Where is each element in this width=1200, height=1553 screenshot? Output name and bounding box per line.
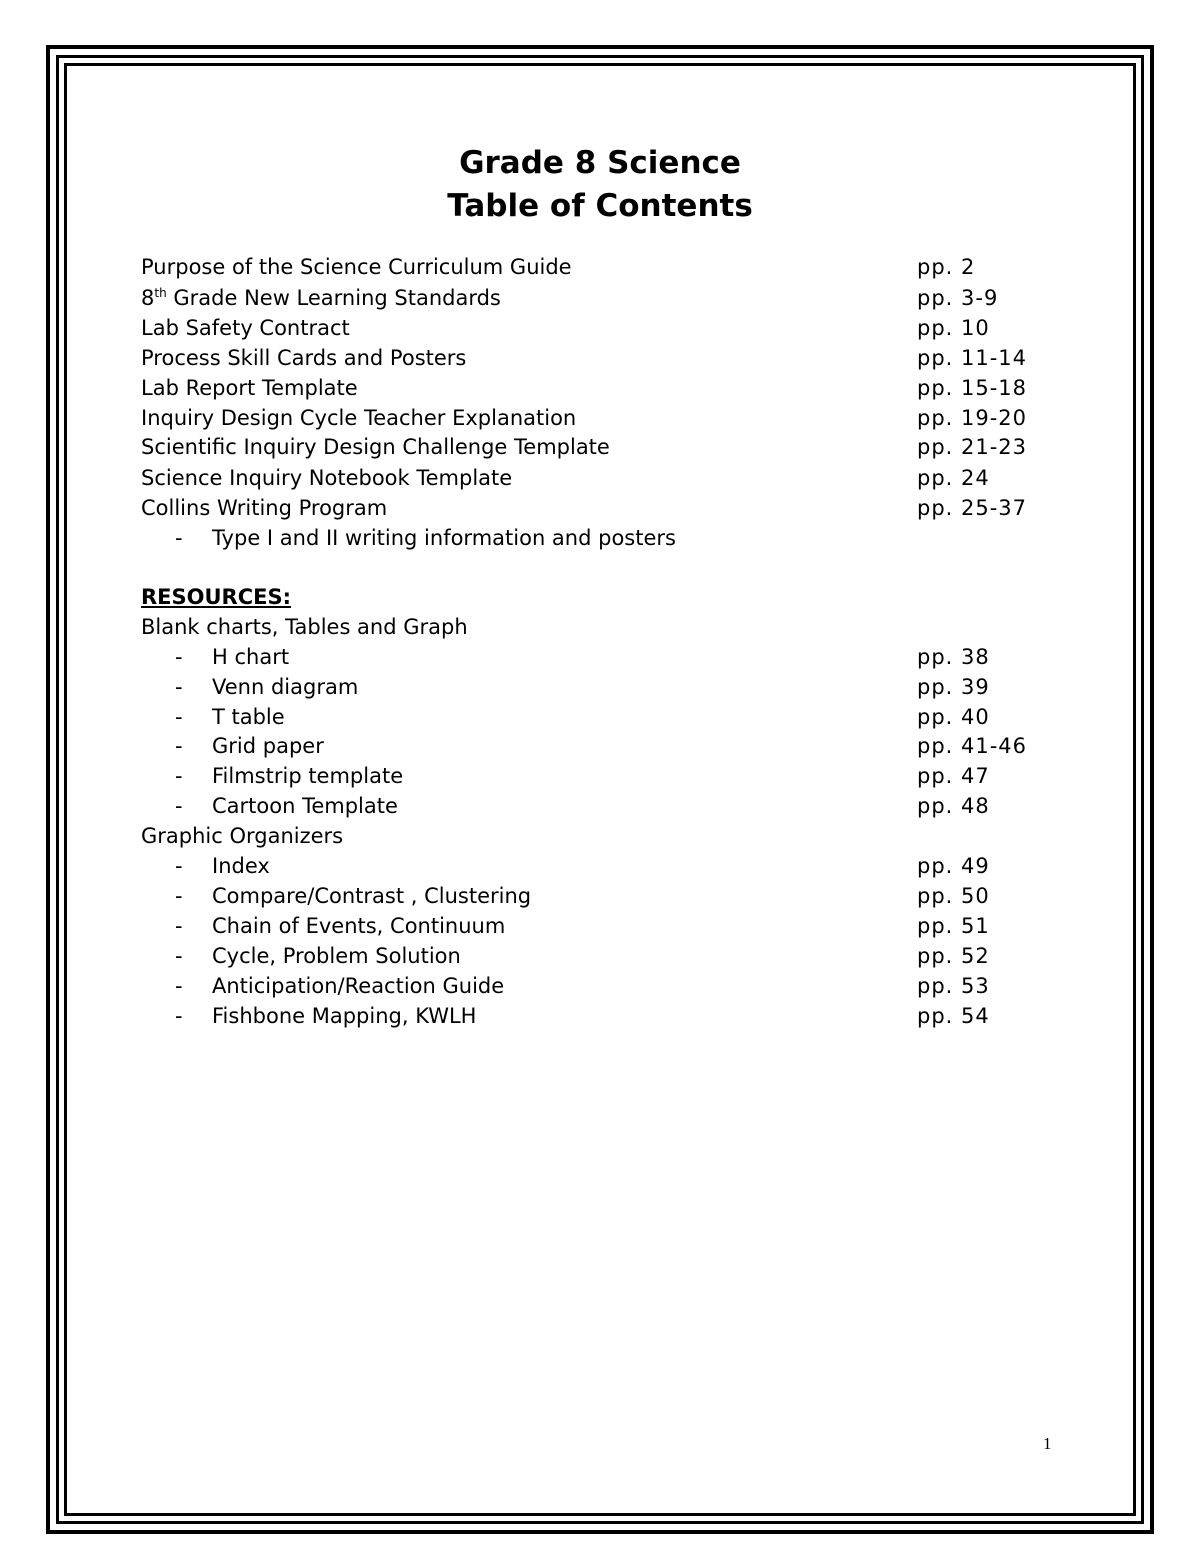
toc-entry bbox=[0, 343, 1200, 373]
document-subtitle: Table of Contents bbox=[447, 188, 753, 224]
bullet-dash: - bbox=[175, 914, 183, 938]
toc-entry-label: H chart bbox=[212, 645, 290, 669]
bullet-dash: - bbox=[175, 854, 183, 878]
toc-entry-pages: pp. 39 bbox=[917, 675, 990, 699]
toc-subentry bbox=[0, 791, 1200, 821]
toc-entry-label: Process Skill Cards and Posters bbox=[141, 346, 467, 370]
toc-entry-label: Type I and II writing information and posters bbox=[212, 526, 676, 550]
toc-subentry bbox=[0, 702, 1200, 732]
toc-entry-label: Fishbone Mapping, KWLH bbox=[212, 1004, 477, 1028]
toc-entry-label: Grid paper bbox=[212, 734, 324, 758]
toc-entry-label: Purpose of the Science Curriculum Guide bbox=[141, 255, 572, 279]
bullet-dash: - bbox=[175, 974, 183, 998]
toc-entry-label: Scientific Inquiry Design Challenge Template bbox=[141, 435, 610, 459]
toc-entry-pages: pp. 21-23 bbox=[917, 435, 1028, 459]
toc-entry-label: Lab Report Template bbox=[141, 376, 358, 400]
toc-entry bbox=[0, 432, 1200, 462]
toc-group-label: Graphic Organizers bbox=[141, 824, 344, 848]
bullet-dash: - bbox=[175, 675, 183, 699]
toc-entry-label: Lab Safety Contract bbox=[141, 316, 350, 340]
document-title: Grade 8 Science bbox=[459, 145, 741, 181]
toc-subentry bbox=[0, 523, 1200, 553]
toc-entry-label: Compare/Contrast , Clustering bbox=[212, 884, 532, 908]
page-number: 1 bbox=[1043, 1434, 1052, 1453]
toc-entry-label: Filmstrip template bbox=[212, 764, 404, 788]
toc-group bbox=[0, 821, 1200, 851]
toc-entry bbox=[0, 463, 1200, 493]
toc-subentry bbox=[0, 941, 1200, 971]
bullet-dash: - bbox=[175, 764, 183, 788]
toc-entry-pages: pp. 2 bbox=[917, 255, 976, 279]
toc-entry-pages: pp. 38 bbox=[917, 645, 990, 669]
resources-heading: RESOURCES: bbox=[141, 585, 291, 609]
toc-entry bbox=[0, 313, 1200, 343]
toc-subentry bbox=[0, 642, 1200, 672]
toc-entry-label: Science Inquiry Notebook Template bbox=[141, 466, 513, 490]
bullet-dash: - bbox=[175, 794, 183, 818]
toc-entry-pages: pp. 3-9 bbox=[917, 286, 999, 310]
toc-entry-label: Chain of Events, Continuum bbox=[212, 914, 506, 938]
toc-entry bbox=[0, 373, 1200, 403]
toc-subentry bbox=[0, 672, 1200, 702]
toc-entry bbox=[0, 252, 1200, 282]
toc-entry-label: Cycle, Problem Solution bbox=[212, 944, 461, 968]
toc-entry-label: Index bbox=[212, 854, 270, 878]
toc-entry-pages: pp. 48 bbox=[917, 794, 990, 818]
ordinal-suffix: th bbox=[154, 286, 167, 300]
toc-entry-label: Inquiry Design Cycle Teacher Explanation bbox=[141, 406, 577, 430]
toc-subentry bbox=[0, 761, 1200, 791]
bullet-dash: - bbox=[175, 884, 183, 908]
toc-entry-label: Collins Writing Program bbox=[141, 496, 388, 520]
bullet-dash: - bbox=[175, 1004, 183, 1028]
toc-entry bbox=[0, 283, 1200, 313]
toc-entry-label: Cartoon Template bbox=[212, 794, 398, 818]
toc-subentry bbox=[0, 851, 1200, 881]
toc-entry-label: Venn diagram bbox=[212, 675, 359, 699]
toc-entry bbox=[0, 493, 1200, 523]
toc-entry-label: T table bbox=[212, 705, 285, 729]
toc-subentry bbox=[0, 971, 1200, 1001]
bullet-dash: - bbox=[175, 944, 183, 968]
bullet-dash: - bbox=[175, 645, 183, 669]
toc-entry-pages: pp. 19-20 bbox=[917, 406, 1028, 430]
toc-entry-pages: pp. 54 bbox=[917, 1004, 990, 1028]
toc-entry-label bbox=[141, 283, 501, 313]
toc-entry-pages: pp. 10 bbox=[917, 316, 990, 340]
toc-group-label: Blank charts, Tables and Graph bbox=[141, 615, 468, 639]
toc-entry-pages: pp. 41-46 bbox=[917, 734, 1028, 758]
toc-subentry bbox=[0, 911, 1200, 941]
toc-entry-pages: pp. 52 bbox=[917, 944, 990, 968]
resources-heading-row bbox=[0, 582, 1200, 612]
toc-entry-pages: pp. 49 bbox=[917, 854, 990, 878]
toc-entry-pages: pp. 11-14 bbox=[917, 346, 1028, 370]
toc-entry-pages: pp. 40 bbox=[917, 705, 990, 729]
toc-entry-pages: pp. 53 bbox=[917, 974, 990, 998]
toc-entry-label-text: Grade New Learning Standards bbox=[166, 286, 501, 310]
bullet-dash: - bbox=[175, 705, 183, 729]
toc-entry-pages: pp. 51 bbox=[917, 914, 990, 938]
toc-subentry bbox=[0, 731, 1200, 761]
toc-subentry bbox=[0, 1001, 1200, 1031]
toc-entry-pages: pp. 47 bbox=[917, 764, 990, 788]
toc-entry-label: Anticipation/Reaction Guide bbox=[212, 974, 505, 998]
toc-entry-pages: pp. 50 bbox=[917, 884, 990, 908]
toc-subentry bbox=[0, 881, 1200, 911]
toc-entry-pages: pp. 15-18 bbox=[917, 376, 1028, 400]
toc-entry-pages: pp. 24 bbox=[917, 466, 990, 490]
toc-entry-pages: pp. 25-37 bbox=[917, 496, 1028, 520]
bullet-dash: - bbox=[175, 734, 183, 758]
toc-entry bbox=[0, 403, 1200, 433]
toc-group bbox=[0, 612, 1200, 642]
bullet-dash: - bbox=[175, 526, 183, 550]
grade-number: 8 bbox=[141, 286, 155, 310]
